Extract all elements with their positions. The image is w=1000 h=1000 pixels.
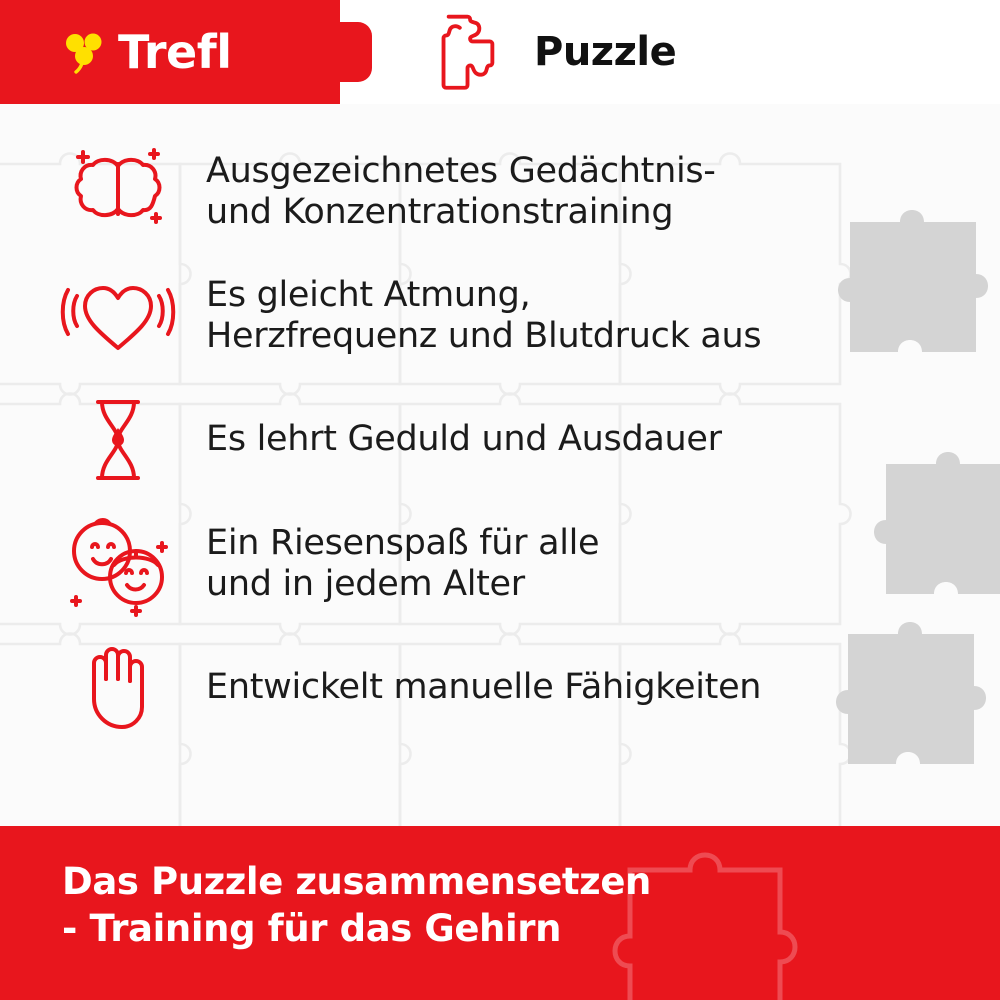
puzzle-piece-icon: [428, 8, 512, 97]
brand-bar: [0, 0, 340, 104]
benefit-text: Es gleicht Atmung, Herzfrequenz und Blutdruck aus: [206, 274, 762, 356]
benefit-item: [48, 378, 960, 502]
page-title: Puzzle: [534, 29, 677, 75]
footer: [0, 826, 1000, 1000]
heart-pulse-icon: [48, 266, 188, 366]
hourglass-icon: [48, 388, 188, 492]
hand-icon: [48, 633, 188, 743]
brand-name: Trefl: [118, 25, 232, 79]
benefit-text: Ein Riesenspaß für alle und in jedem Alter: [206, 522, 600, 604]
brain-icon: [48, 136, 188, 248]
benefit-item: [48, 626, 960, 750]
benefit-item: [48, 130, 960, 254]
header: [0, 0, 1000, 104]
footer-text: Das Puzzle zusammensetzen - Training für das Gehirn: [62, 860, 651, 951]
benefits-list: [0, 104, 1000, 750]
benefits-section: [0, 104, 1000, 826]
benefit-item: [48, 502, 960, 626]
benefit-item: [48, 254, 960, 378]
faces-icon: [48, 509, 188, 619]
benefit-text: Es lehrt Geduld und Ausdauer: [206, 419, 722, 460]
benefit-text: Ausgezeichnetes Gedächtnis- und Konzentrationstraining: [206, 150, 716, 232]
brand: [62, 25, 232, 79]
header-right: [340, 0, 1000, 104]
benefit-text: Entwickelt manuelle Fähigkeiten: [206, 667, 762, 708]
trefl-clover-icon: [62, 30, 108, 74]
